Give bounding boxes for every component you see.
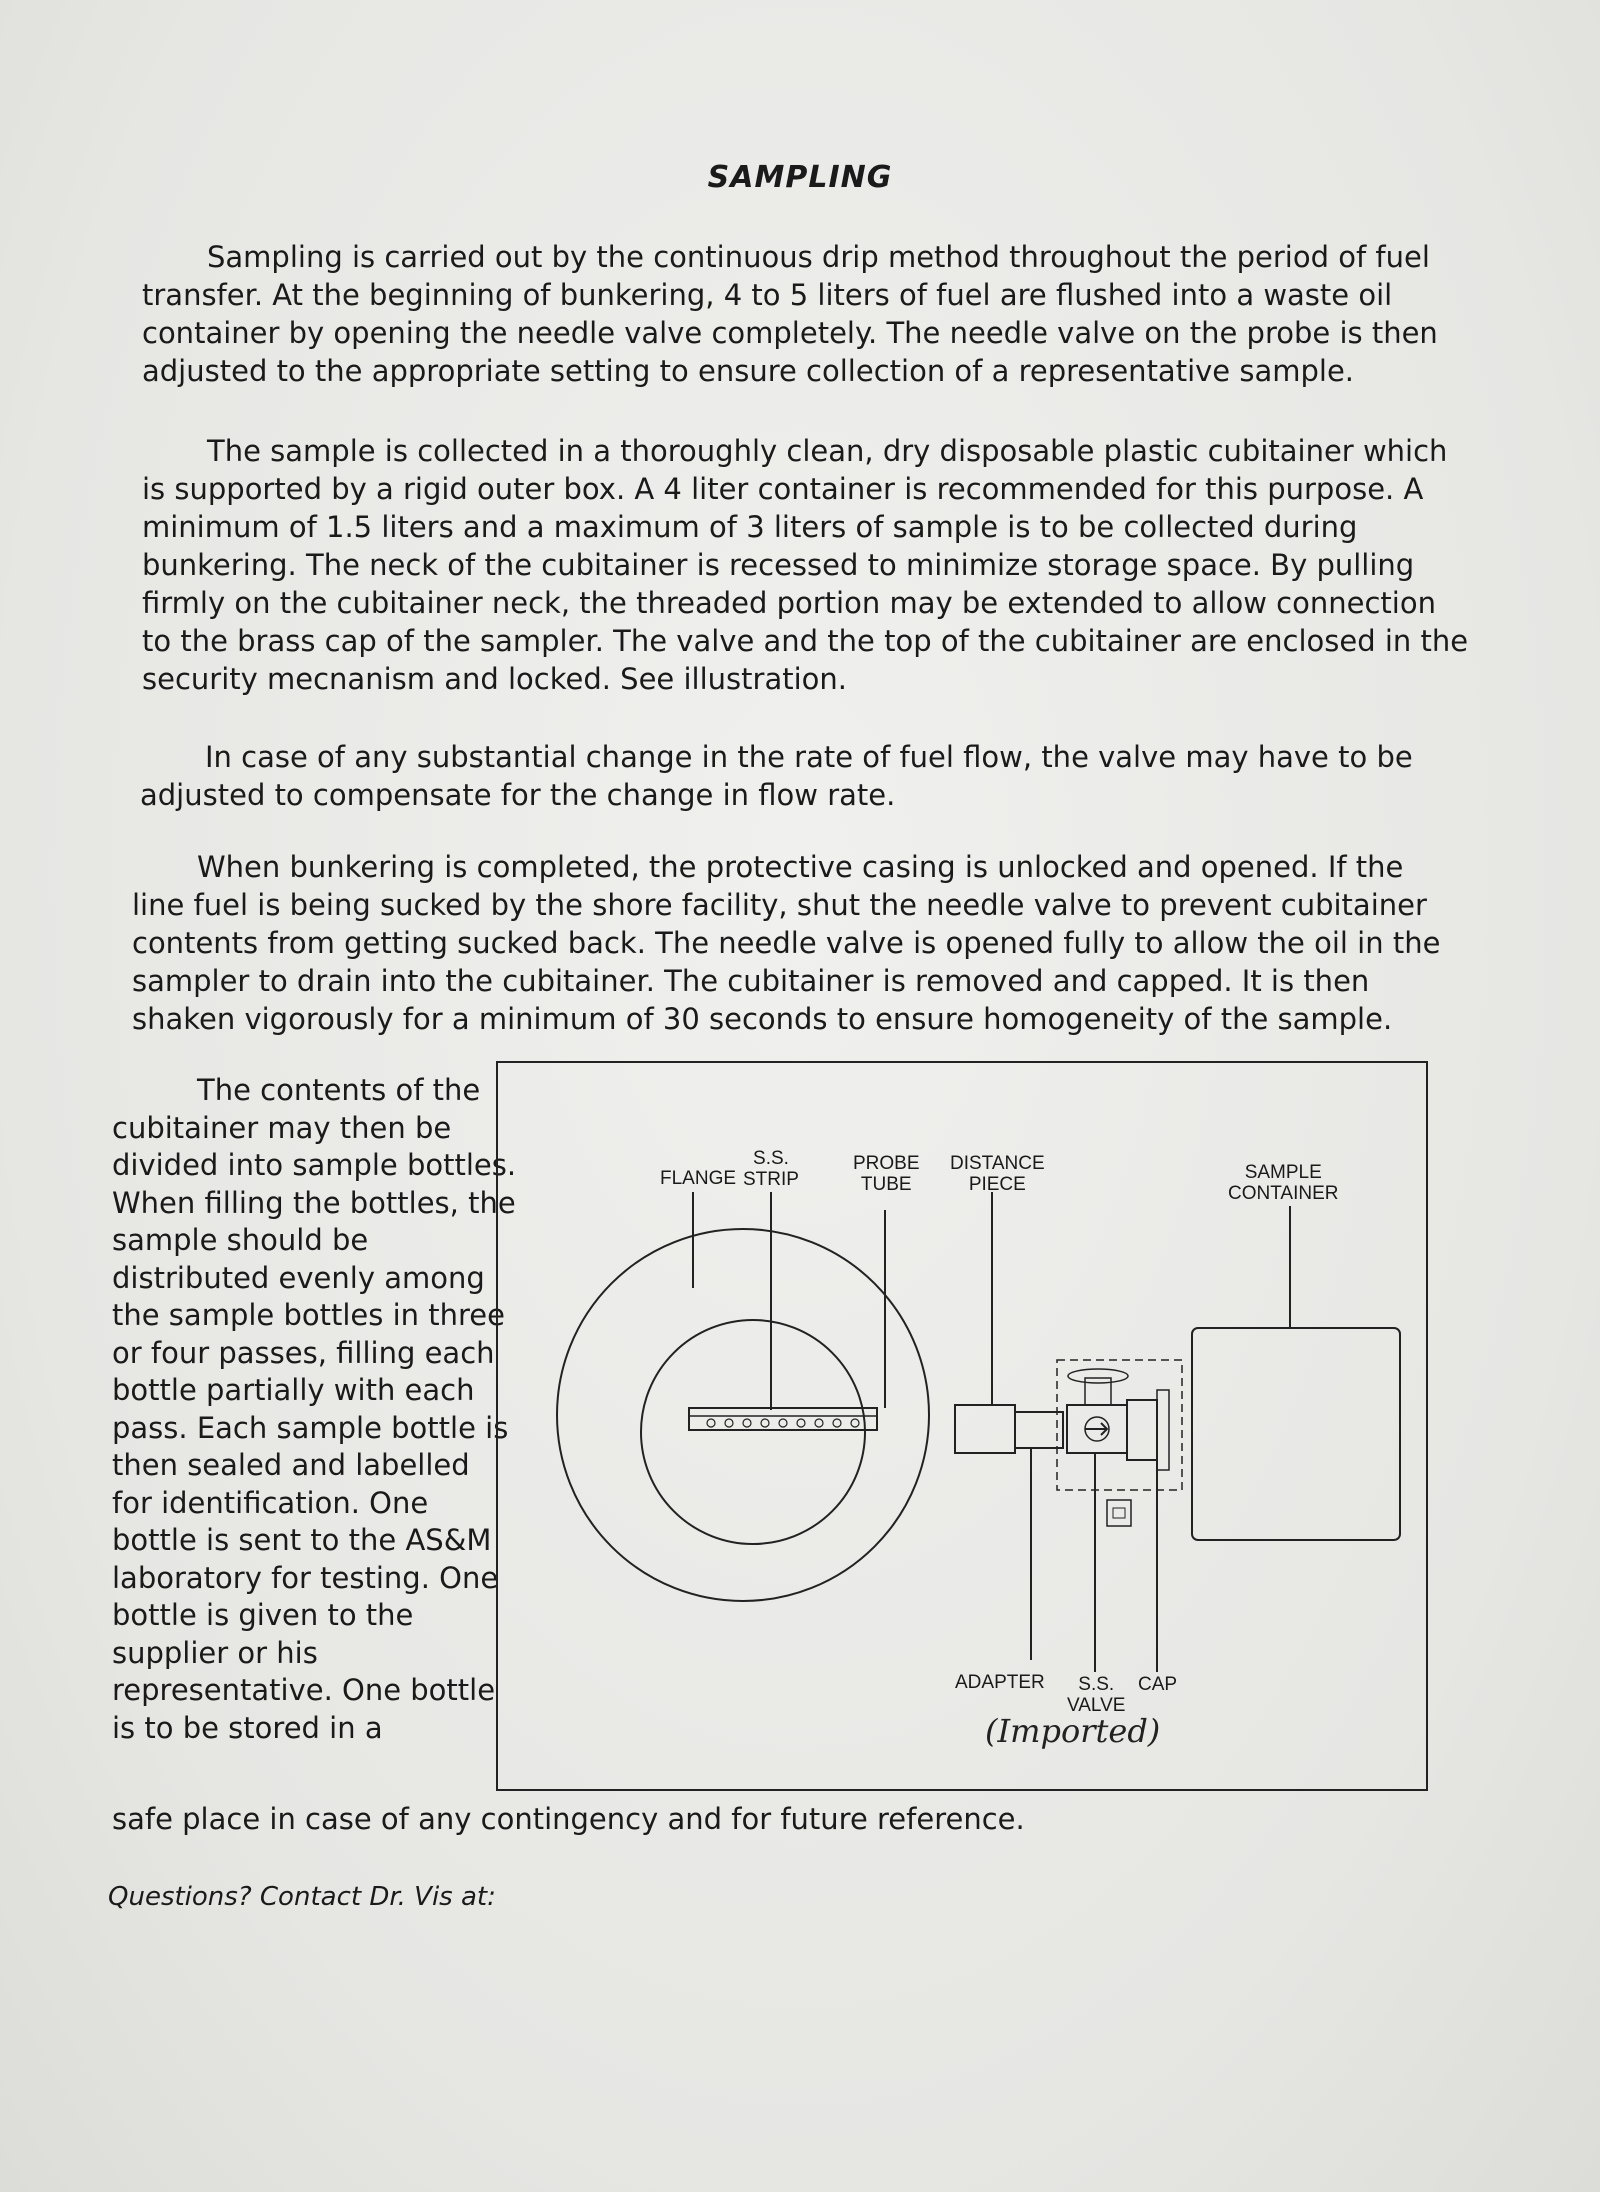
paragraph-completion: When bunkering is completed, the protective casing is unlocked and opened. If the line fuel is being sucked by the shore facility, shut the needle valve to prevent cubitainer contents from getting sucked back. The needle valve is opened fully to allow the oil in the sampler to drain into the cubitainer. The cubitainer is removed and capped. It is then shaken vigorously for a minimum of 30 seconds to ensure homogeneity of the sample. [132, 850, 1441, 1036]
paragraph-sampling-method: Sampling is carried out by the continuous drip method throughout the period of fuel transfer. At the beginning of bunkering, 4 to 5 liters of fuel are flushed into a waste oil container by opening the needle valve completely. The needle valve on the probe is then adjusted to the appropriate setting to ensure collection of a representative sample. [142, 240, 1438, 388]
probe-holes [707, 1419, 859, 1427]
label-adapter: ADAPTER [955, 1672, 1045, 1693]
handwritten-note: (Imported) [985, 1712, 1161, 1750]
paragraph-flow-rate: In case of any substantial change in the rate of fuel flow, the valve may have to be adjusted to compensate for the change in flow rate. [140, 740, 1413, 812]
label-probe-tube: PROBE TUBE [853, 1153, 920, 1195]
distance-piece-shape [955, 1405, 1015, 1453]
adapter-shape [1015, 1412, 1063, 1448]
padlock-shape [1107, 1500, 1131, 1526]
label-ss-valve: S.S. VALVE [1067, 1674, 1126, 1716]
label-cap: CAP [1138, 1674, 1178, 1695]
paragraph-cubitainer: The sample is collected in a thoroughly clean, dry disposable plastic cubitainer which is supported by a rigid outer box. A 4 liter container is recommended for this purpose. A minimum of 1.5 liters and a maximum of 3 liters of sample is to be collected during bunkering. The neck of the cubitainer is recessed to minimize storage space. By pulling firmly on the cubitainer neck, the threaded portion may be extended to allow connection to the brass cap of the sampler. The valve and the top of the cubitainer are enclosed in the security mecnanism and locked. See illustration. [142, 434, 1469, 696]
cap-shape [1127, 1400, 1157, 1460]
paragraph-sample-bottles: The contents of the cubitainer may then be divided into sample bottles. When filling the bottles, the sample should be distributed evenly among the sample bottles in three or four passes, filling each bottle partially with each pass. Each sample bottle is then sealed and labelled for identification. One bottle is sent to the AS&M laboratory for testing. One bottle is given to the supplier or his representative. One bottle is to be stored in a [112, 1073, 517, 1745]
label-ss-strip: S.S. STRIP [743, 1148, 799, 1190]
sampler-illustration [495, 1060, 1430, 1793]
contact-footer: Questions? Contact Dr. Vis at: [108, 1882, 496, 1912]
valve-handle [1068, 1369, 1128, 1383]
pipe-circle [641, 1320, 865, 1544]
leader-lines [693, 1192, 1290, 1672]
document-title: SAMPLING [707, 160, 893, 195]
paragraph-sample-bottles-tail: safe place in case of any contingency and for future reference. [112, 1802, 1025, 1836]
label-flange: FLANGE [660, 1168, 737, 1189]
flange-circle [557, 1229, 929, 1601]
label-distance-piece: DISTANCE PIECE [950, 1153, 1045, 1195]
sample-container-shape [1192, 1328, 1400, 1540]
label-sample-container: SAMPLE CONTAINER [1228, 1162, 1339, 1204]
